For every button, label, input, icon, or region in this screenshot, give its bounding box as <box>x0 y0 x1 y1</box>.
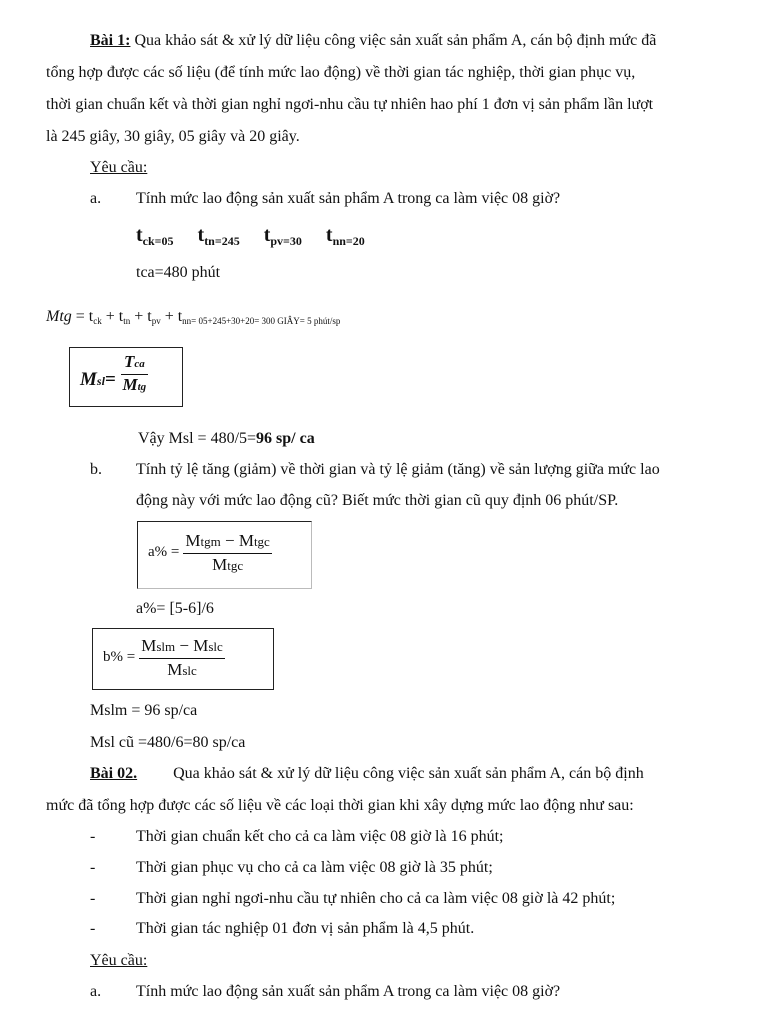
msl-cu-value: Msl cũ =480/6=80 sp/ca <box>90 734 246 751</box>
t-pv: $t_{pv=30}$ <box>263 224 302 248</box>
bai2-para-line-2: mức đã tổng hợp được các số liệu về các loại thời gian khi xây dựng mức lao động như sau: <box>46 797 634 814</box>
t-tn: $t_{tn=245}$ <box>197 224 240 248</box>
bai2-bullet-mark-2: - <box>90 859 96 876</box>
bai1-line-1 <box>90 30 656 52</box>
bai1-para-line-3: thời gian chuẩn kết và thời gian nghỉ ngơi-nhu cầu tự nhiên hao phí 1 đơn vị sản phẩm lần lượt <box>46 96 654 113</box>
bai2-bullet-2: Thời gian phục vụ cho cả ca làm việc 08 giờ là 35 phút; <box>136 859 493 876</box>
bai2-bullet-4: Thời gian tác nghiệp 01 đơn vị sản phẩm là 4,5 phút. <box>136 920 475 937</box>
bai2-bullet-mark-3: - <box>90 890 96 907</box>
mtg-formula: Mtg = tck + ttn + tpv + tnn= 05+245+30+20= 300 GIÂY= 5 phút/sp <box>46 308 341 326</box>
bai1-para-line-4: là 245 giây, 30 giây, 05 giây và 20 giây. <box>46 128 300 145</box>
bai2-line-1 <box>90 763 644 785</box>
bai2-para-line-1: Qua khảo sát & xử lý dữ liệu công việc sản xuất sản phẩm A, cán bộ định <box>173 765 644 782</box>
bai2-a-label: a. <box>90 983 102 1000</box>
bai1-yeucau: Yêu cầu: <box>90 159 148 176</box>
mslm-value: Mslm = 96 sp/ca <box>90 702 198 719</box>
bai1-b-text-line-2: động này với mức lao động cũ? Biết mức thời gian cũ quy định 06 phút/SP. <box>136 492 619 509</box>
bai1-heading: Bài 1: <box>90 32 131 49</box>
bai1-a-label: a. <box>90 190 102 207</box>
bai1-para-line-2: tổng hợp được các số liệu (để tính mức lao động) về thời gian tác nghiệp, thời gian phục vụ, <box>46 64 636 81</box>
a-percent-calc: a%= [5-6]/6 <box>136 600 214 617</box>
bai2-bullet-mark-4: - <box>90 920 96 937</box>
time-symbols-row <box>136 222 365 250</box>
msl-formula-box <box>69 347 183 407</box>
bai1-b-text-line-1: Tính tỷ lệ tăng (giảm) về thời gian và tỷ lệ giảm (tăng) về sản lượng giữa mức lao <box>136 461 660 478</box>
bai2-bullet-1: Thời gian chuẩn kết cho cả ca làm việc 08 giờ là 16 phút; <box>136 828 504 845</box>
a-percent-formula-box <box>137 521 312 589</box>
bai2-yeucau: Yêu cầu: <box>90 952 148 969</box>
bai1-b-label: b. <box>90 461 102 478</box>
tca-value: tca=480 phút <box>136 264 221 281</box>
a-percent-formula: a% = $\frac{\text{Mtgm − Mtgc}}{\text{Mtgc}}$ <box>148 531 270 574</box>
t-ck: $t_{ck=05}$ <box>136 224 174 248</box>
bai2-bullet-3: Thời gian nghỉ ngơi-nhu cầu tự nhiên cho cả ca làm việc 08 giờ là 42 phút; <box>136 890 616 907</box>
b-percent-formula: b% = $\frac{\text{Mslm − Mslc}}{\text{Mslc}}$ <box>103 636 223 679</box>
b-percent-formula-box <box>92 628 274 690</box>
bai2-bullet-mark-1: - <box>90 828 96 845</box>
bai1-a-text: Tính mức lao động sản xuất sản phẩm A trong ca làm việc 08 giờ? <box>136 190 561 207</box>
t-nn: $t_{nn=20}$ <box>325 224 365 248</box>
bai1-para-line-1: Qua khảo sát & xử lý dữ liệu công việc sản xuất sản phẩm A, cán bộ định mức đã <box>130 32 657 49</box>
bai2-a-text: Tính mức lao động sản xuất sản phẩm A trong ca làm việc 08 giờ? <box>136 983 561 1000</box>
msl-result: Vậy Msl = 480/5=96 sp/ ca <box>138 430 315 447</box>
msl-formula: Msl= $\frac{\text{Tca}}{\text{Mtg}}$ <box>80 352 147 394</box>
bai2-heading: Bài 02. <box>90 765 138 782</box>
